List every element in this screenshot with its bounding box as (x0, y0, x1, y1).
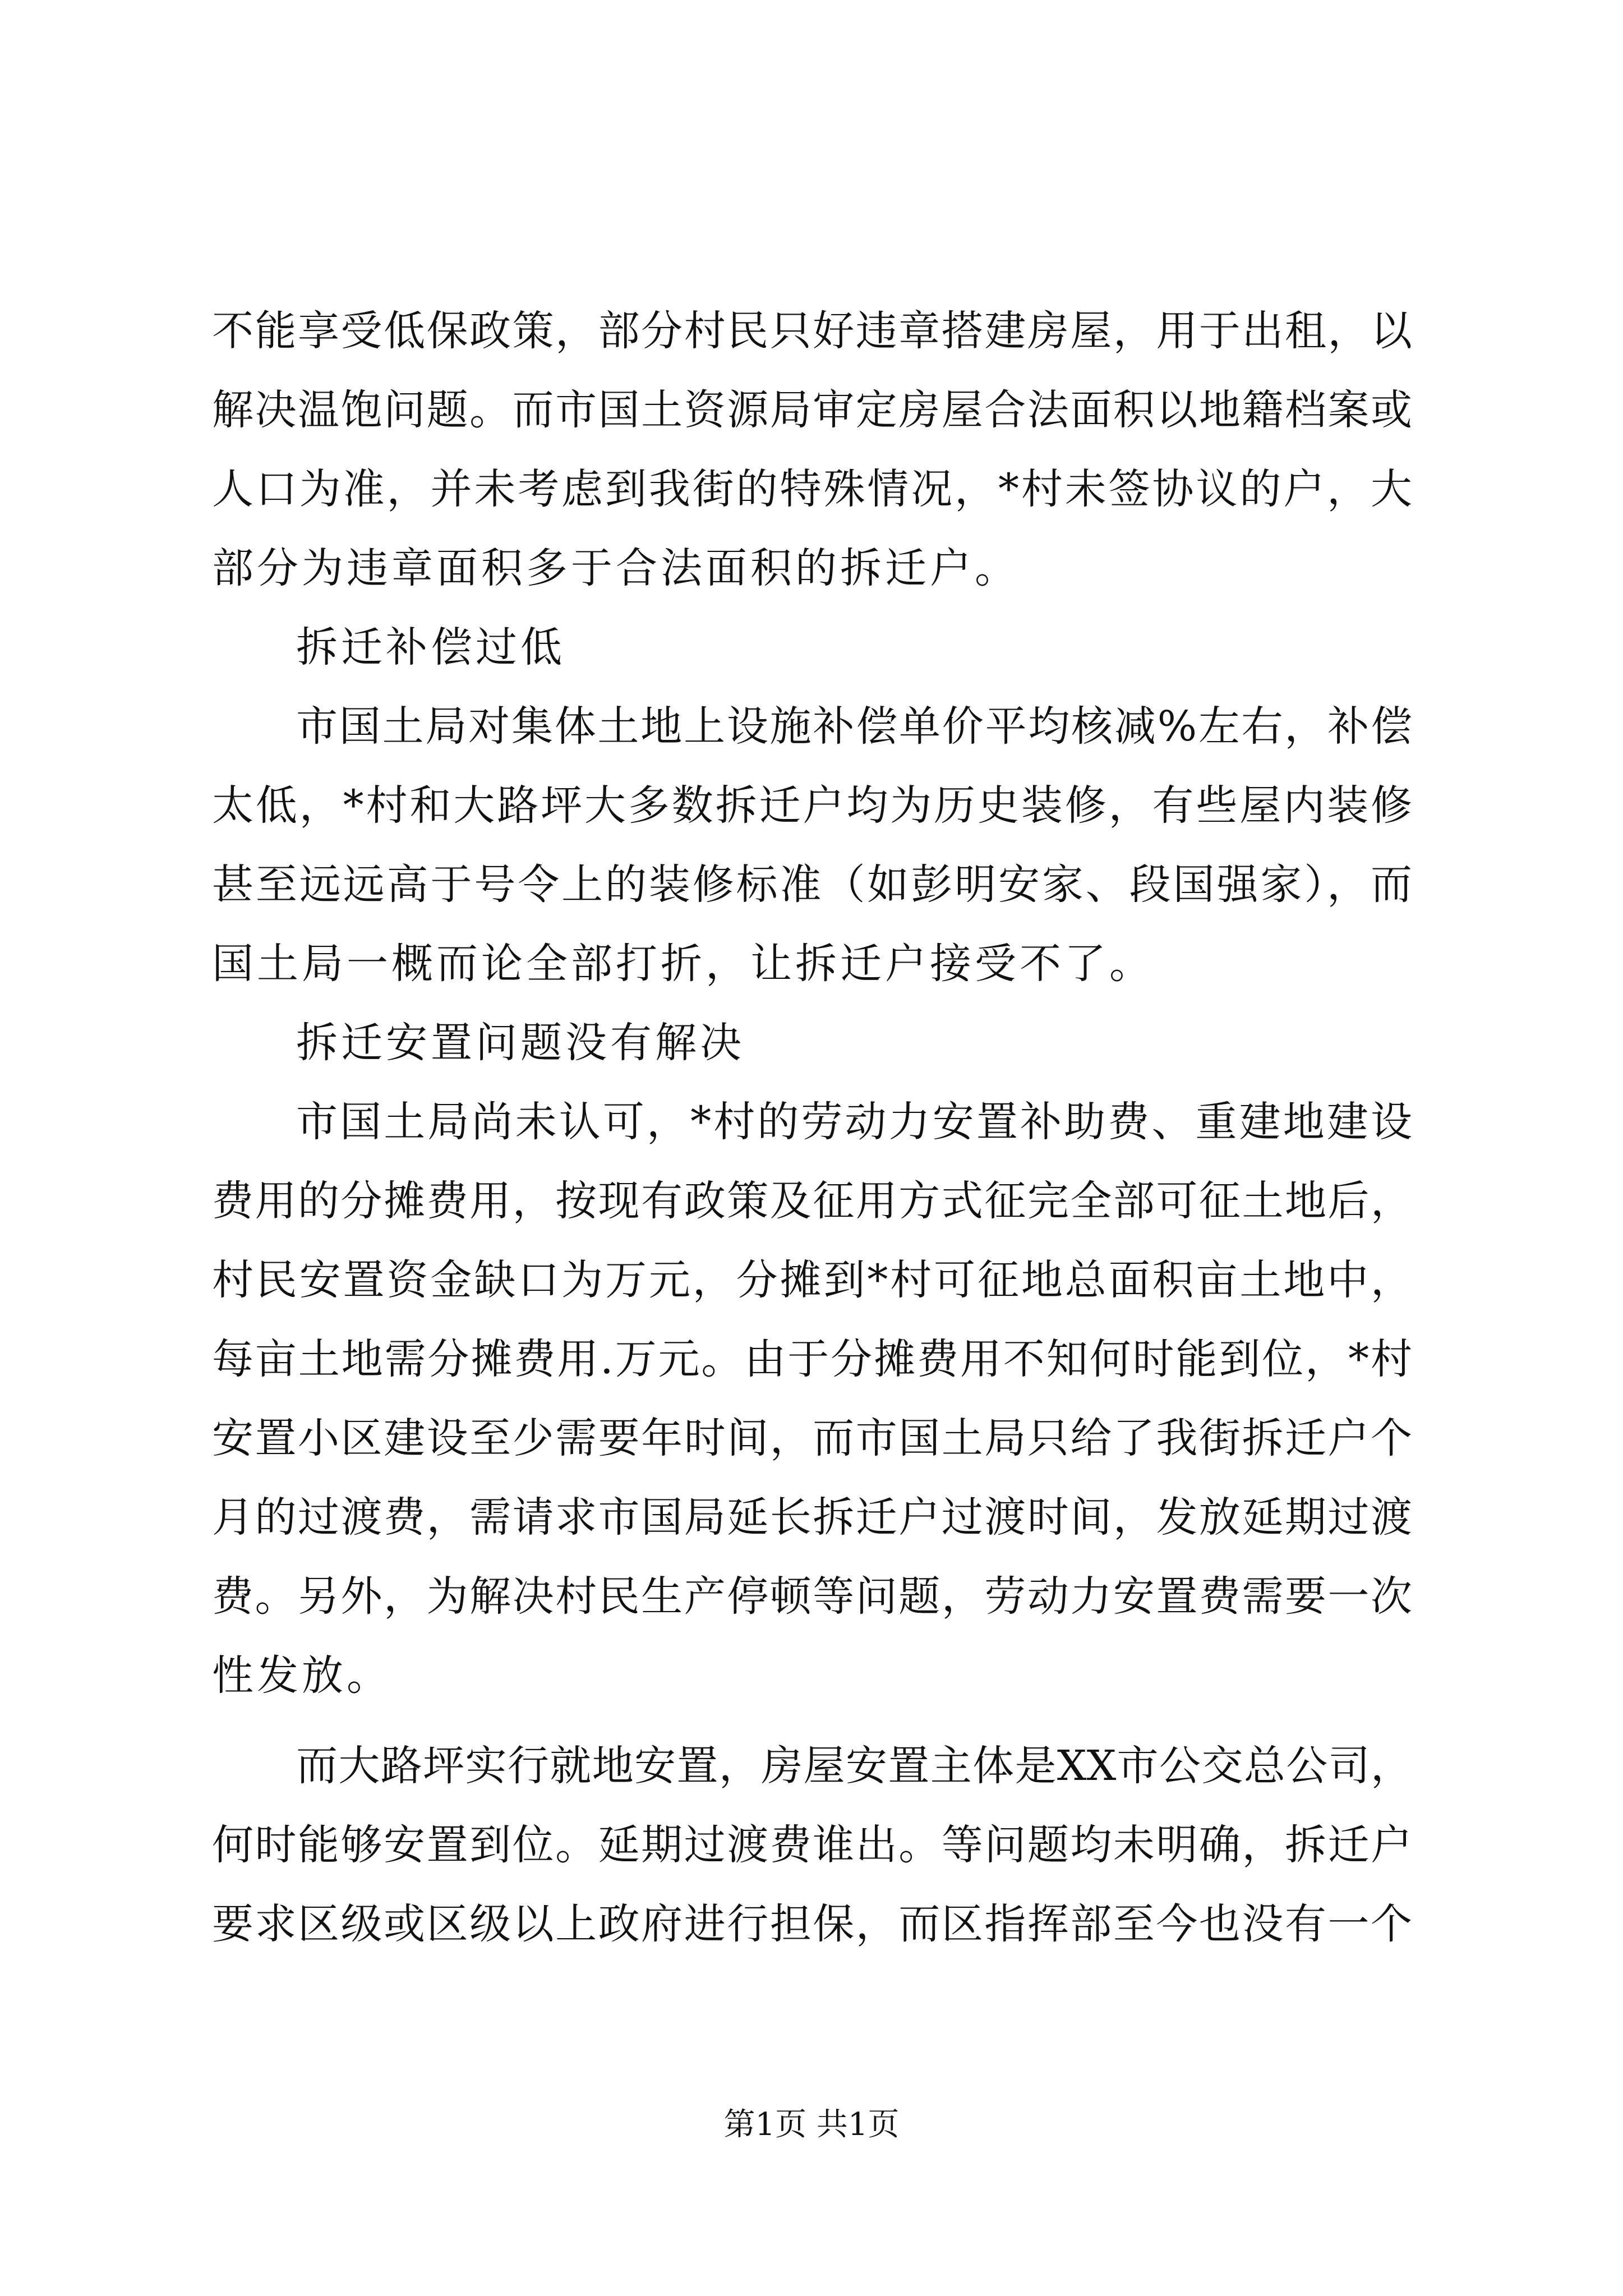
paragraph-line: 要求区级或区级以上政府进行担保，而区指挥部至今也没有一个 (212, 1900, 1412, 1948)
paragraph-line: 费用的分摊费用，按现有政策及征用方式征完全部可征土地后， (212, 1177, 1412, 1225)
paragraph-line: 月的过渡费，需请求市国局延长拆迁户过渡时间，发放延期过渡 (212, 1493, 1412, 1542)
paragraph-line: 不能享受低保政策，部分村民只好违章搭建房屋，用于出租，以 (212, 307, 1412, 355)
paragraph-line: 每亩土地需分摊费用.万元。由于分摊费用不知何时能到位，*村 (212, 1335, 1412, 1383)
paragraph-line: 国土局一概而论全部打折，让拆迁户接受不了。 (212, 940, 1154, 988)
paragraph-line: 部分为违章面积多于合法面积的拆迁户。 (212, 544, 1020, 592)
paragraph-line: 解决温饱问题。而市国土资源局审定房屋合法面积以地籍档案或 (212, 386, 1412, 434)
paragraph-line: 费。另外，为解决村民生产停顿等问题，劳动力安置费需要一次 (212, 1572, 1412, 1621)
paragraph-line: 太低，*村和大路坪大多数拆迁户均为历史装修，有些屋内装修 (212, 781, 1412, 830)
section-heading: 拆迁安置问题没有解决 (296, 1019, 745, 1067)
document-body (212, 292, 1412, 1964)
paragraph-line: 安置小区建设至少需要年时间，而市国土局只给了我街拆迁户个 (212, 1414, 1412, 1462)
paragraph-line: 人口为准，并未考虑到我街的特殊情况，*村未签协议的户，大 (212, 465, 1412, 513)
paragraph-line: 市国土局对集体土地上设施补偿单价平均核减%左右，补偿 (296, 702, 1412, 751)
section-heading: 拆迁补偿过低 (296, 623, 565, 671)
page-footer: 第1页 共1页 (723, 2106, 900, 2143)
paragraph-line: 村民安置资金缺口为万元，分摊到*村可征地总面积亩土地中， (212, 1256, 1412, 1304)
paragraph-line: 性发放。 (212, 1651, 391, 1700)
paragraph-line: 甚至远远高于号令上的装修标准（如彭明安家、段国强家），而 (212, 861, 1412, 909)
paragraph-line: 何时能够安置到位。延期过渡费谁出。等问题均未明确，拆迁户 (212, 1821, 1412, 1869)
paragraph-line: 而大路坪实行就地安置，房屋安置主体是XX市公交总公司， (296, 1742, 1412, 1790)
paragraph-line: 市国土局尚未认可，*村的劳动力安置补助费、重建地建设 (296, 1098, 1412, 1146)
